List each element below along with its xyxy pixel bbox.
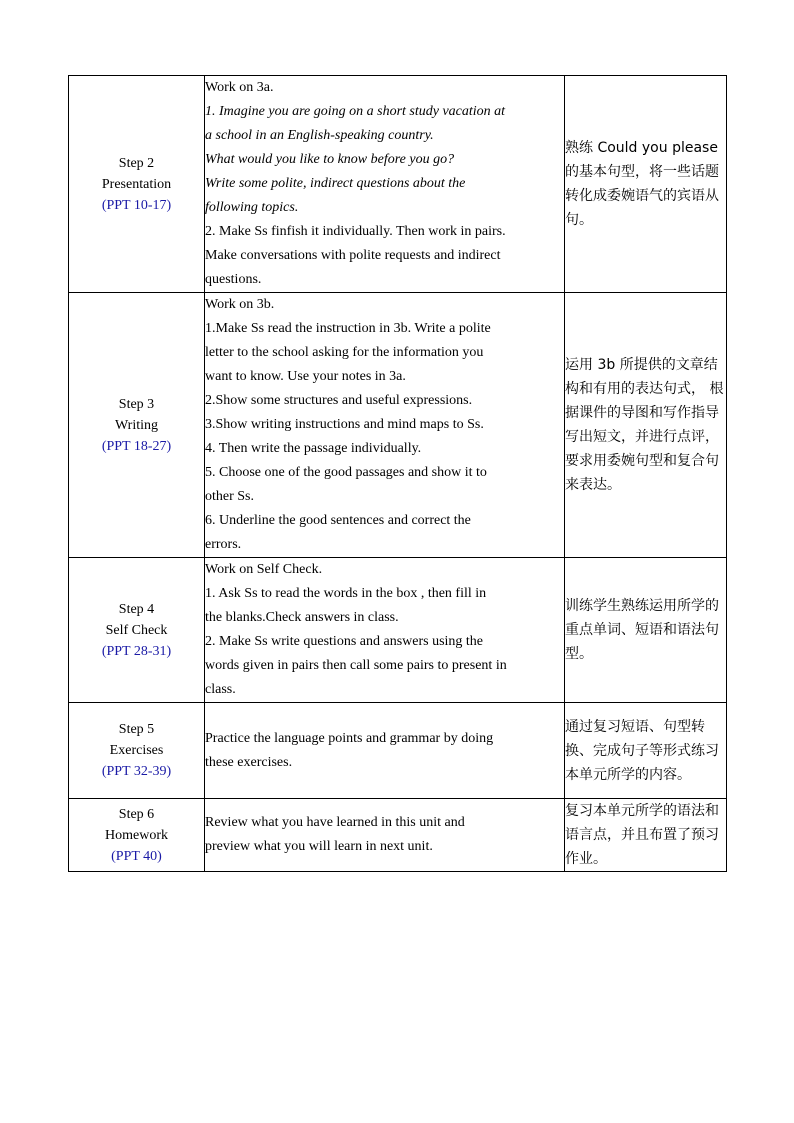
- purpose-text: 通过复习短语、句型转换、完成句子等形式练习本单元所学的内容。: [565, 718, 719, 783]
- step-name: Presentation: [101, 176, 172, 192]
- activity-line: Practice the language points and grammar by doing: [205, 730, 494, 746]
- purpose-cell: [565, 558, 727, 703]
- table-row: [69, 76, 727, 293]
- activity-line: Make conversations with polite requests and indirect: [205, 248, 501, 263]
- step-number: Step 6: [118, 806, 155, 822]
- purpose-text: 复习本单元所学的语法和语言点，并且布置了预习作业。: [565, 803, 719, 867]
- activity-line: questions.: [205, 272, 262, 287]
- activity-line: following topics.: [205, 200, 299, 215]
- table-row: [69, 703, 727, 799]
- purpose-text: 熟练 Could you please 的基本句型，将一些话题转化成委婉语气的宾语从句。: [565, 140, 719, 228]
- activity-line: 1.Make Ss read the instruction in 3b. Write a polite: [205, 321, 491, 336]
- activity-line: 2. Make Ss finfish it individually. Then work in pairs.: [205, 224, 506, 239]
- ppt-range: (PPT 40): [111, 848, 162, 864]
- step-cell: [69, 703, 205, 799]
- activity-line: Write some polite, indirect questions about the: [205, 176, 466, 191]
- step-name: Homework: [105, 827, 168, 843]
- step-name: Self Check: [105, 622, 168, 638]
- activity-line: Work on Self Check.: [205, 562, 323, 577]
- activity-line: 4. Then write the passage individually.: [205, 441, 422, 456]
- step-number: Step 4: [118, 601, 155, 617]
- activity-line: a school in an English-speaking country.: [205, 128, 434, 143]
- step-cell: [69, 76, 205, 293]
- activity-line: want to know. Use your notes in 3a.: [205, 369, 406, 384]
- activity-line: class.: [205, 682, 236, 697]
- step-cell: [69, 799, 205, 872]
- activity-line: Work on 3b.: [205, 297, 275, 312]
- purpose-cell: [565, 799, 727, 872]
- table-row: [69, 558, 727, 703]
- ppt-range: (PPT 32-39): [101, 764, 172, 779]
- step-name: Writing: [115, 417, 158, 433]
- purpose-cell: [565, 703, 727, 799]
- activity-line: Review what you have learned in this unit and: [205, 815, 465, 830]
- step-number: Step 5: [118, 722, 155, 737]
- table-row: [69, 799, 727, 872]
- purpose-cell: [565, 293, 727, 558]
- activity-line: 2.Show some structures and useful expressions.: [205, 393, 473, 408]
- activity-line: Work on 3a.: [205, 80, 274, 95]
- table-row: [69, 293, 727, 558]
- lesson-plan-table: [68, 75, 727, 872]
- activity-line: letter to the school asking for the information you: [205, 345, 484, 360]
- activity-cell: [205, 799, 565, 872]
- ppt-range: (PPT 28-31): [101, 643, 172, 659]
- purpose-cell: [565, 76, 727, 293]
- activity-line: these exercises.: [205, 754, 293, 770]
- activity-cell: [205, 703, 565, 799]
- purpose-text: 训练学生熟练运用所学的重点单词、短语和语法句型。: [565, 598, 719, 662]
- activity-line: 5. Choose one of the good passages and show it to: [205, 465, 487, 480]
- activity-line: What would you like to know before you go?: [205, 152, 455, 167]
- activity-line: words given in pairs then call some pairs to present in: [205, 658, 507, 673]
- activity-line: errors.: [205, 537, 242, 552]
- activity-line: 1. Imagine you are going on a short study vacation at: [205, 104, 506, 119]
- activity-line: the blanks.Check answers in class.: [205, 610, 399, 625]
- step-cell: [69, 558, 205, 703]
- step-cell: [69, 293, 205, 558]
- step-number: Step 3: [118, 396, 155, 412]
- activity-cell: [205, 76, 565, 293]
- activity-line: 3.Show writing instructions and mind maps to Ss.: [205, 417, 484, 432]
- purpose-text: 运用 3b 所提供的文章结构和有用的表达句式， 根据课件的导图和写作指导写出短文，并进行点评，要求用委婉句型和复合句来表达。: [565, 357, 724, 493]
- activity-cell: [205, 558, 565, 703]
- activity-line: 2. Make Ss write questions and answers using the: [205, 634, 484, 649]
- activity-line: 1. Ask Ss to read the words in the box , then fill in: [205, 586, 487, 601]
- ppt-range: (PPT 18-27): [101, 438, 172, 454]
- ppt-range: (PPT 10-17): [101, 197, 172, 213]
- activity-line: preview what you will learn in next unit.: [205, 839, 433, 854]
- activity-line: 6. Underline the good sentences and correct the: [205, 513, 471, 528]
- activity-cell: [205, 293, 565, 558]
- step-number: Step 2: [118, 155, 155, 171]
- activity-line: other Ss.: [205, 489, 254, 504]
- step-name: Exercises: [109, 743, 164, 758]
